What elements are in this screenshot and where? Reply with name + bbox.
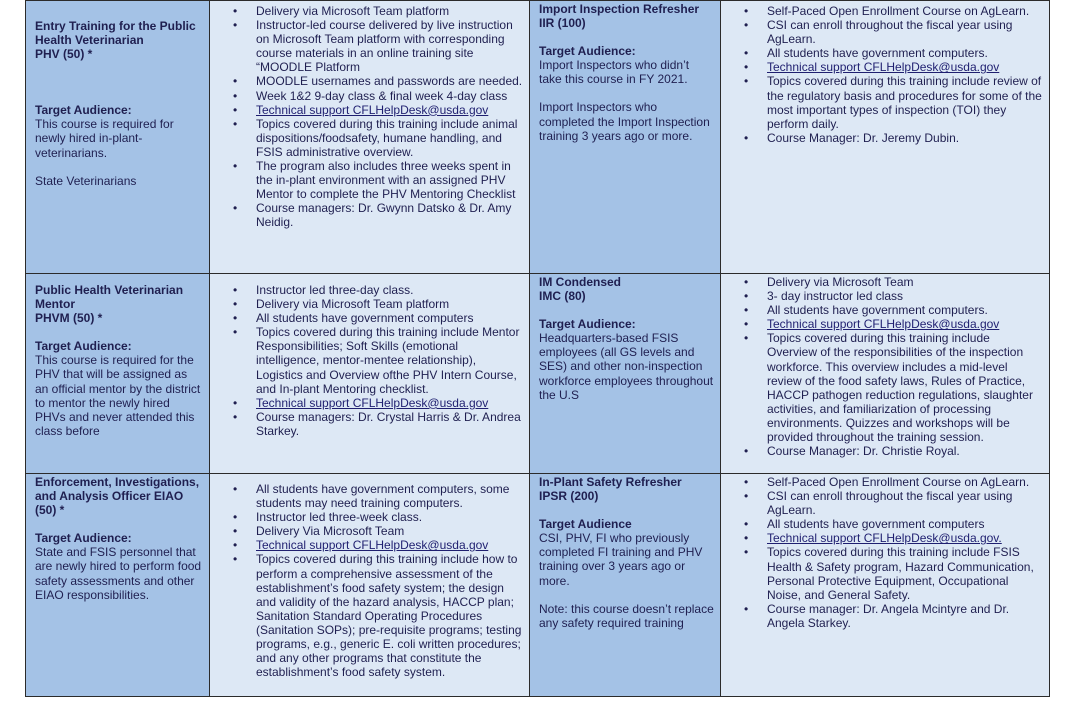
course-title-cell (26, 474, 210, 697)
table-row (26, 274, 1050, 474)
course-details-list (219, 482, 523, 679)
list-item: • Delivery via Microsoft Team platform (233, 297, 450, 312)
list-item: • Delivery via Microsoft Team platform (233, 4, 450, 18)
course-title: Public Health Veterinarian Mentor (35, 283, 184, 312)
course-details-cell (721, 274, 1050, 474)
target-audience-label: Target Audience (539, 517, 632, 532)
course-code: IIR (100) (539, 16, 586, 31)
course-code: IPSR (200) (539, 489, 599, 504)
course-title-cell (530, 274, 721, 474)
target-audience-text: CSI, PHV, FI who previously completed FI training and PHV training over 3 years ago or more. (539, 531, 703, 588)
list-item: • Technical support CFLHelpDesk@usda.gov (744, 317, 1000, 332)
list-item: • Course manager: Dr. Angela Mcintyre and Dr. Angela Starkey. (744, 601, 1010, 630)
list-item: • Topics covered during this training include animal dispositions/foodsafety, humane handling, and FSIS administrative overview. (233, 116, 518, 159)
list-item: • Instructor led three-week class. (233, 510, 423, 525)
target-audience-text: This course is required for the PHV that will be assigned as an official mentor by the district to mentor the newly hired PHVs and never attended this class before (35, 353, 201, 438)
course-details-cell (210, 274, 530, 474)
course-code: PHV (50) * (35, 47, 93, 62)
list-item: • Week 1&2 9-day class & final week 4-day class (233, 88, 508, 103)
target-audience-label: Target Audience: (35, 339, 132, 354)
target-audience-extra: State Veterinarians (35, 173, 137, 188)
helpdesk-link[interactable]: Technical support CFLHelpDesk@usda.gov (256, 395, 489, 410)
list-item: • Technical support CFLHelpDesk@usda.gov (233, 102, 489, 117)
list-item: • Topics covered during this training include how to perform a comprehensive assessment of the establishment’s food safety system; the design and validity of the hazard analysis, HACCP plan; Sanitation Standard Operating Procedures (Sanitation SOPs); pre-requisite programs; testing programs, e.g., generic E. coli written procedures; and any other programs that constitute the establishment’s food safety system. (233, 552, 522, 680)
course-title-cell (26, 274, 210, 474)
course-title: IM Condensed (539, 275, 622, 289)
list-item: • All students have government computers. (744, 46, 988, 61)
target-audience-label: Target Audience: (539, 44, 636, 59)
list-item: • Topics covered during this training include Mentor Responsibilities; Soft Skills (emotional intelligence, mentor-mentee relationship), Logistics and Overview ofthe PHV Intern Course, and In-plant Mentoring checklist. (233, 325, 520, 396)
list-item: • Course managers: Dr. Gwynn Datsko & Dr. Amy Neidig. (233, 201, 512, 230)
list-item: • Technical support CFLHelpDesk@usda.gov. (744, 531, 1002, 546)
course-details-cell (210, 474, 530, 697)
list-item: • CSI can enroll throughout the fiscal year using AgLearn. (744, 489, 1013, 518)
list-item: • Delivery via Microsoft Team (744, 275, 914, 289)
list-item: • Topics covered during this training include Overview of the responsibilities of the inspection workforce. This overview includes a mid-level review of the food safety laws, Rules of Practice, HACCP pathogen reduction regulations, slaughter activities, and familiarization of processing environments. Quizzes and workshops will be provided throughout the training session. (744, 331, 1033, 445)
list-item: • 3- day instructor led class (744, 289, 904, 304)
list-item: • All students have government computers (744, 517, 985, 532)
target-audience-text: Headquarters-based FSIS employees (all GS levels and SES) and other non-inspection workforce employees throughout the U.S (539, 331, 714, 402)
list-item: • Self-Paced Open Enrollment Course on AgLearn. (744, 475, 1030, 489)
course-title: Entry Training for the Public Health Veterinarian (35, 19, 196, 48)
target-audience-text: State and FSIS personnel that are newly hired to perform food safety assessments and other EIAO responsibilities. (35, 545, 202, 602)
list-item: • Delivery Via Microsoft Team (233, 524, 405, 539)
list-item: • MOODLE usernames and passwords are needed. (233, 74, 523, 89)
list-item: • All students have government computers (233, 311, 474, 326)
course-code: (50) * (35, 503, 65, 518)
target-audience-label: Target Audience: (539, 317, 636, 332)
course-details-list (730, 275, 1043, 458)
helpdesk-link[interactable]: Technical support CFLHelpDesk@usda.gov (256, 538, 489, 553)
target-audience-extra: Import Inspectors who completed the Import Inspection training 3 years ago or more. (539, 100, 710, 143)
target-audience-label: Target Audience: (35, 103, 132, 118)
course-code: IMC (80) (539, 289, 586, 304)
course-details-list (730, 4, 1043, 145)
table-row (26, 474, 1050, 697)
helpdesk-link[interactable]: Technical support CFLHelpDesk@usda.gov (767, 60, 1000, 75)
list-item: • Technical support CFLHelpDesk@usda.gov (233, 538, 489, 553)
course-code: PHVM (50) * (35, 311, 103, 326)
course-details-cell (721, 474, 1050, 697)
course-title-cell (530, 474, 721, 697)
course-details-cell (210, 1, 530, 274)
table-row (26, 1, 1050, 274)
target-audience-text: This course is required for newly hired in-plant-veterinarians. (35, 117, 174, 160)
list-item: • Technical support CFLHelpDesk@usda.gov (233, 395, 489, 410)
list-item: • Instructor led three-day class. (233, 283, 414, 297)
list-item: • Course Manager: Dr. Christie Royal. (744, 444, 960, 459)
helpdesk-link[interactable]: Technical support CFLHelpDesk@usda.gov. (767, 531, 1002, 546)
course-details-list (730, 475, 1043, 630)
target-audience-text: Import Inspectors who didn’t take this course in FY 2021. (539, 58, 690, 87)
list-item: • Topics covered during this training include review of the regulatory basis and procedures for some of the most important types of inspection (TOI) they perform daily. (744, 74, 1042, 131)
course-title: In-Plant Safety Refresher (539, 475, 682, 489)
list-item: • Self-Paced Open Enrollment Course on AgLearn. (744, 4, 1030, 18)
list-item: • Instructor-led course delivered by live instruction on Microsoft Team platform with corresponding course materials in an online training site “MOODLE Platform (233, 18, 513, 75)
list-item: • All students have government computers. (744, 303, 988, 318)
list-item: • Technical support CFLHelpDesk@usda.gov (744, 60, 1000, 75)
course-title: Import Inspection Refresher (539, 2, 700, 16)
course-title-cell (530, 1, 721, 274)
list-item: • Course Manager: Dr. Jeremy Dubin. (744, 130, 960, 145)
course-title: Enforcement, Investigations, and Analysis Officer EIAO (35, 475, 200, 504)
course-details-list (219, 4, 523, 230)
list-item: • Topics covered during this training include FSIS Health & Safety program, Hazard Communication, Personal Protective Equipment, Occupational Noise, and General Safety. (744, 545, 1034, 602)
list-item: • CSI can enroll throughout the fiscal year using AgLearn. (744, 18, 1013, 47)
list-item: • The program also includes three weeks spent in the in-plant environment with an assigned PHV Mentor to complete the PHV Mentoring Checklist (233, 159, 516, 202)
helpdesk-link[interactable]: Technical support CFLHelpDesk@usda.gov (767, 317, 1000, 332)
list-item: • Course managers: Dr. Crystal Harris & Dr. Andrea Starkey. (233, 409, 521, 438)
course-details-cell (721, 1, 1050, 274)
course-note: Note: this course doesn’t replace any safety required training (539, 601, 714, 630)
target-audience-label: Target Audience: (35, 531, 132, 546)
course-table (25, 0, 1050, 697)
course-details-list (219, 283, 523, 438)
list-item: • All students have government computers, some students may need training computers. (233, 482, 510, 511)
course-title-cell (26, 1, 210, 274)
helpdesk-link[interactable]: Technical support CFLHelpDesk@usda.gov (256, 102, 489, 117)
